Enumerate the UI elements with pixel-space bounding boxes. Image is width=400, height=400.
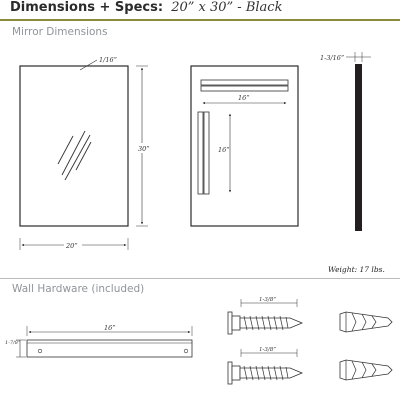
- cleat-hole-left: [38, 349, 42, 353]
- back-width-label: 16”: [238, 94, 250, 102]
- wall-cleat: [5, 322, 192, 357]
- cleat-body: [27, 340, 192, 357]
- mirror-back: [191, 66, 298, 226]
- mirror-frame: [20, 66, 128, 226]
- screw-shaft-2: [240, 368, 302, 378]
- back-vertical-cleat-1: [198, 112, 203, 194]
- mirror-front: [20, 56, 150, 250]
- cleat-height-label: 1-7/8”: [5, 340, 21, 346]
- back-height-label: 16”: [218, 146, 230, 154]
- frame-thickness-label: 1/16”: [99, 56, 117, 64]
- screw-length-label-1: 1-3/8”: [259, 297, 277, 303]
- screw-shaft-1: [240, 318, 302, 328]
- wall-anchor-2: [340, 360, 392, 380]
- wall-anchor-1: [340, 312, 392, 332]
- screw-1: [228, 294, 302, 334]
- back-vertical-cleat-2: [204, 112, 209, 194]
- weight-label: Weight: 17 lbs.: [328, 265, 385, 274]
- back-cleat-bottom: [201, 86, 288, 91]
- section-mirror-dimensions: Mirror Dimensions: [12, 26, 108, 38]
- depth-label: 1-3/16”: [320, 54, 345, 62]
- screw-length-label-2: 1-3/8”: [259, 347, 277, 353]
- title-main: Dimensions + Specs:: [10, 0, 164, 15]
- height-label: 30”: [138, 145, 150, 153]
- title-spec: 20” x 30” - Black: [171, 0, 283, 15]
- screw-head-2: [228, 362, 232, 384]
- side-profile: [355, 64, 362, 231]
- section-wall-hardware: Wall Hardware (included): [12, 283, 145, 295]
- back-cleat-top: [201, 80, 288, 85]
- screw-2: [228, 344, 302, 384]
- mirror-side: [320, 52, 371, 231]
- width-label: 20”: [66, 242, 78, 250]
- cleat-length-label: 16”: [104, 324, 116, 332]
- screw-head-1: [228, 312, 232, 334]
- cleat-hole-right: [184, 349, 188, 353]
